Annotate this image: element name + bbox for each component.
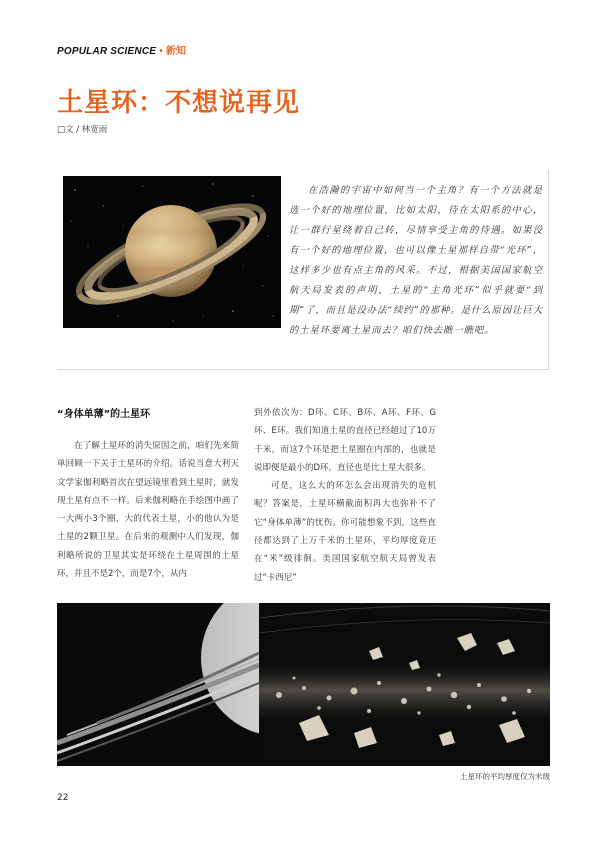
magazine-name: POPULAR SCIENCE xyxy=(57,46,157,57)
saturn-photo xyxy=(63,176,281,328)
body-paragraph: 到外依次为：D环、C环、B环、A环、F环、G环、E环。我们知道土星的直径已经超过了10万千米，而这7个环是把土星圈在内部的，也就是说即便是最小的D环，直径也是比土星大很多。 xyxy=(254,408,436,473)
magazine-header xyxy=(57,42,186,56)
body-paragraph: 可是，这么大的环怎么会出现消失的危机呢？答案是，土星环横截面积再大也弥补不了它“身体单薄”的忧伤。你可能想象不到，这些直径都达到了上万千米的土星环，平均厚度竟还在“米”级徘徊。美国国家航空航天局曾发表过“卡西尼” xyxy=(254,481,436,583)
saturn-rings-closeup-photo xyxy=(57,603,259,766)
section-label: 新知 xyxy=(165,46,187,57)
saturn-illustration xyxy=(63,176,281,328)
ring-particles-photo xyxy=(259,603,550,766)
ring-particles-illustration xyxy=(259,603,550,766)
intro-paragraph: 在浩瀚的宇宙中如何当一个主角？有一个方法就是选一个好的地理位置，比如太阳，待在太阳系的中心，让一群行星绕着自己转，尽情享受主角的待遇。如果没有一个好的地理位置，也可以像土星那样自带“光环”，这样多少也有点主角的风采。不过，根据美国国家航空航天局发表的声明，土星的“主角光环”似乎就要“到期”了，而且是没办法“续约”的那种。是什么原因让巨大的土星环要离土星而去？咱们快去瞧一瞧吧。 xyxy=(289,185,543,336)
body-column-right xyxy=(254,404,436,587)
figure-caption: 土星环的平均厚度仅为米级 xyxy=(460,772,550,781)
section-heading: “身体单薄”的土星环 xyxy=(57,409,151,420)
article-title: 土星环：不想说再见 xyxy=(57,88,301,118)
body-column-left xyxy=(57,437,239,583)
page-number: 22 xyxy=(57,793,69,803)
article-byline: □文 / 林宽雨 xyxy=(57,125,108,135)
saturn-rings-closeup xyxy=(57,603,259,766)
header-separator: • xyxy=(159,46,163,57)
body-paragraph: 在了解土星环的消失原因之前，咱们先来简单回顾一下关于土星环的介绍。话说当意大利天文学家伽利略首次在望远镜里看到土星时，就发现土星有点不一样。后来伽利略在手绘图中画了一大两小3个圈，大的代表土星，小的他认为是土星的2颗卫星。在后来的观测中人们发现，伽利略所说的卫星其实是环绕在土星周围的土星环，并且不是2个，而是7个，从内 xyxy=(57,441,239,580)
